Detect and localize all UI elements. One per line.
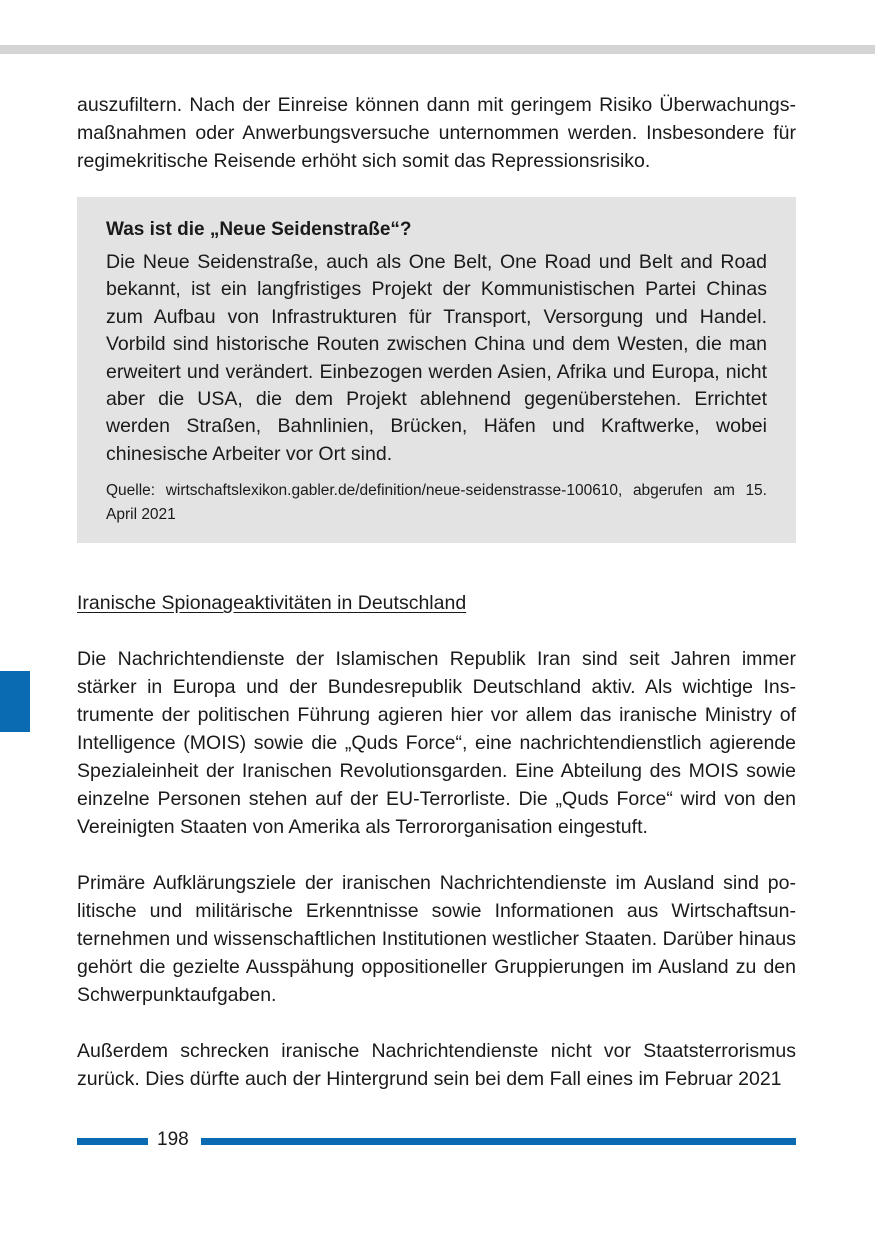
footer-bar-left xyxy=(77,1138,148,1145)
chapter-side-tab xyxy=(0,671,30,732)
body-paragraph: Außerdem schrecken iranische Nachrichtendienste nicht vor Staatsterrorismus zurück. Dies dürfte auch der Hintergrund sein bei dem Fall eines im Februar 2021 xyxy=(77,1040,796,1091)
info-box-body: Die Neue Seidenstraße, auch als One Belt, One Road und Belt and Road bekannt, ist ein langfristiges Projekt der Kommunistischen Partei Chinas zum Aufbau von Infrastrukturen für Transport, Versorgung und Handel. Vorbild sind historische Routen zwischen China und dem Westen, die man erweitert und verändert. Einbezogen werden Asien, Afrika und Europa, nicht aber die USA, die dem Projekt ablehnend gegenüberstehen. Errichtet werden Straßen, Bahnlinien, Brücken, Häfen und Kraftwerke, wobei chinesische Arbeiter vor Ort sind. xyxy=(106,251,767,465)
intro-paragraph: auszufiltern. Nach der Einreise können dann mit geringem Risiko Überwachungsmaßnahmen oder Anwerbungsversuche unternommen werden. Insbesondere für regimekritische Reisende erhöht sich somit das Repressionsrisiko. xyxy=(77,94,796,172)
info-box-title: Was ist die „Neue Seidenstraße“? xyxy=(106,219,412,240)
info-box-source: Quelle: wirtschaftslexikon.gabler.de/definition/neue-seidenstrasse-100610, abgerufen am 15. April 2021 xyxy=(106,482,767,524)
page-number: 198 xyxy=(157,1129,189,1150)
info-box xyxy=(77,197,796,543)
body-paragraph: Die Nachrichtendienste der Islamischen Republik Iran sind seit Jahren immer stärker in Europa und der Bundesrepublik Deutschland aktiv. Als wichtige Instrumente der politischen Führung agieren hier vor allem das iranische Ministry of Intelligence (MOIS) sowie die „Quds Force“, eine nachrichtendienstlich agierende Spezialeinheit der Iranischen Revolutionsgarden. Eine Abteilung des MOIS sowie einzelne Personen stehen auf der EU-Terrorliste. Die „Quds Force“ wird von den Vereinigten Staaten von Amerika als Terrororganisation eingestuft. xyxy=(77,648,796,839)
page-content xyxy=(77,91,796,1093)
top-rule xyxy=(0,45,875,54)
section-heading: Iranische Spionageaktivitäten in Deutschland xyxy=(77,592,467,615)
footer-bar-right xyxy=(201,1138,796,1145)
body-paragraph: Primäre Aufklärungsziele der iranischen Nachrichtendienste im Ausland sind politische und militärische Erkenntnisse sowie Informationen aus Wirtschaftsunternehmen und wissenschaftlichen Institutionen westlicher Staaten. Darüber hinaus gehört die gezielte Ausspähung oppositioneller Gruppierungen im Ausland zu den Schwerpunktaufgaben. xyxy=(77,872,796,1007)
page-footer xyxy=(77,1127,796,1153)
